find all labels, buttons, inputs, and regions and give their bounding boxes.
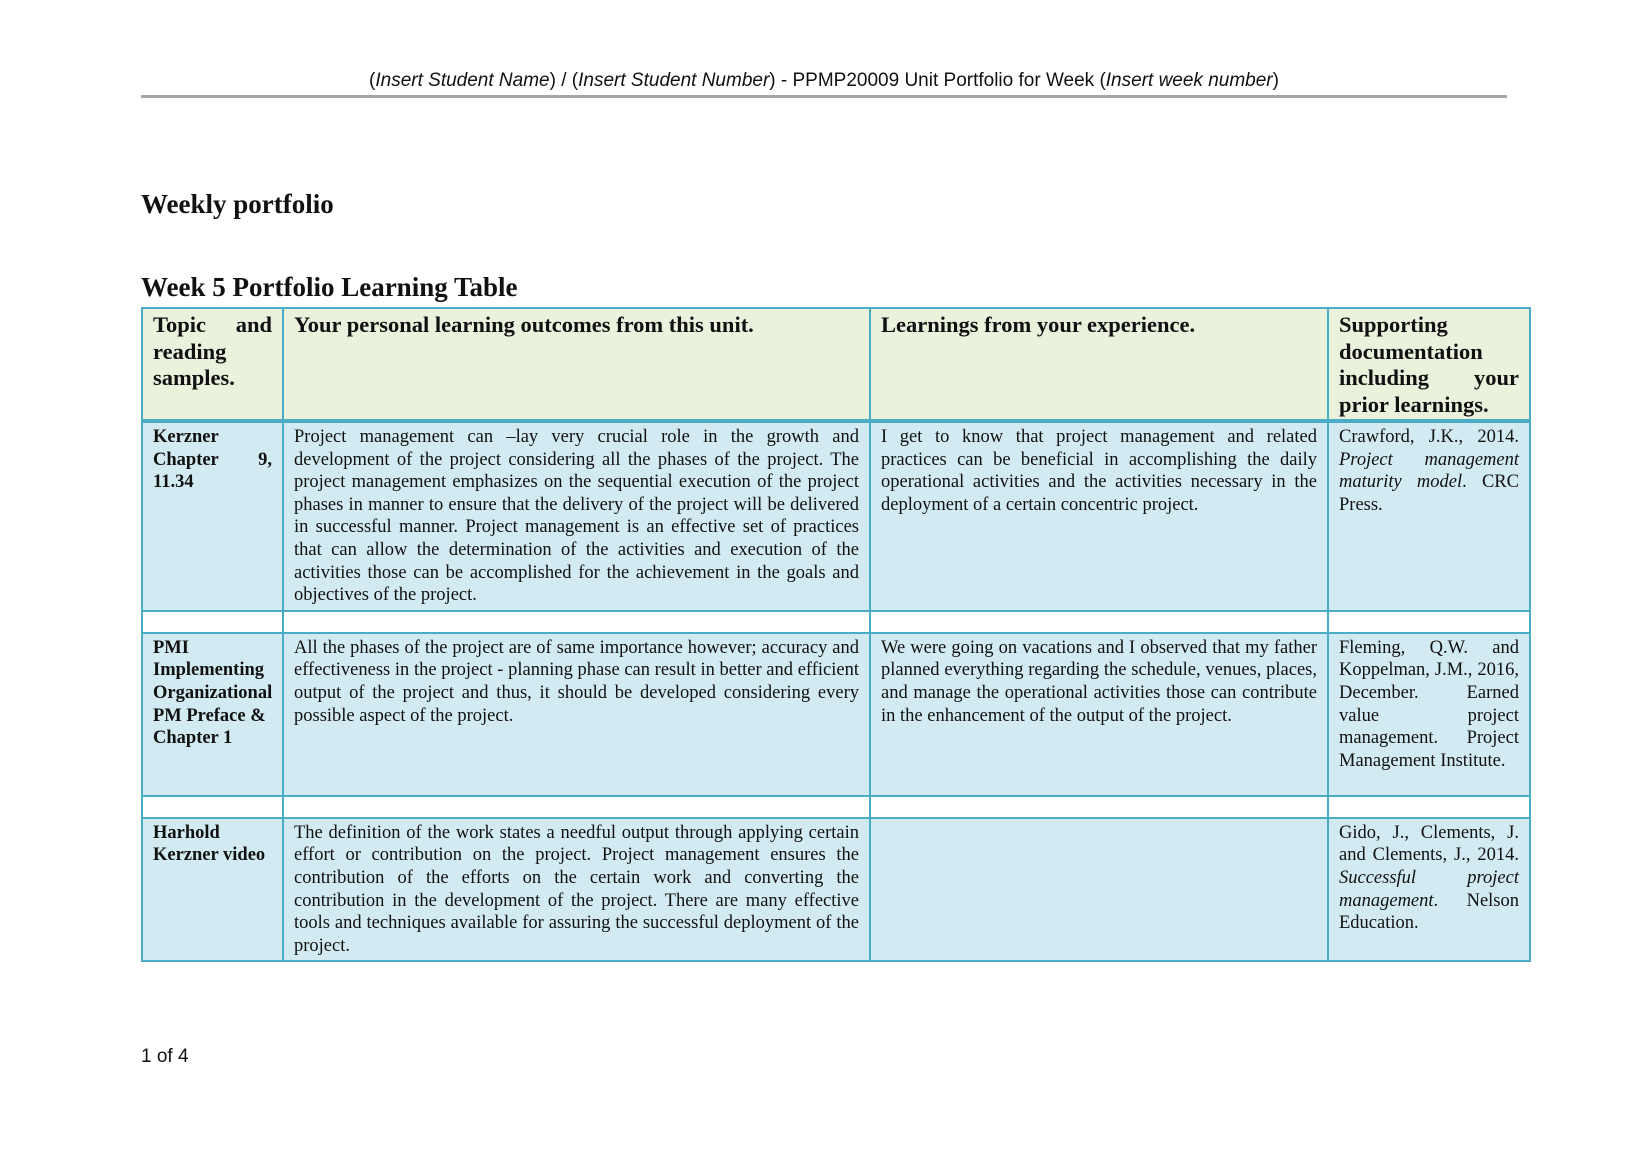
header-open: ( xyxy=(369,70,376,91)
header-close: ) xyxy=(1272,70,1279,91)
page-title: Weekly portfolio xyxy=(141,189,334,219)
spacer-cell xyxy=(870,796,1328,818)
spacer-cell xyxy=(283,611,870,633)
header-outcomes: Your personal learning outcomes from this unit. xyxy=(283,308,870,421)
reference-title: Successful project management xyxy=(1339,867,1519,911)
reference-cell xyxy=(1328,421,1530,611)
reference-text: Crawford, J.K., 2014. xyxy=(1339,427,1519,447)
page-header xyxy=(141,68,1507,94)
reference-text: Fleming, Q.W. and Koppelman, J.M., 2016, December. Earned value project management. Project Management Institute. xyxy=(1339,637,1519,771)
spacer-cell xyxy=(142,796,283,818)
outcomes-cell: The definition of the work states a needful output through applying certain effort or contribution on the project. Project management ensures the contribution of the efforts on the certain work and converting the contribution in the development of the project. There are many effective tools and techniques available for assuring the successful deployment of the project. xyxy=(283,818,870,962)
reference-title: Project management maturity model xyxy=(1339,449,1519,493)
experience-cell: I get to know that project management and related practices can be beneficial in accomplishing the daily operational activities and the activities necessary in the deployment of a certain concentric project. xyxy=(870,421,1328,611)
spacer-cell xyxy=(142,611,283,633)
learning-table xyxy=(141,307,1531,962)
table-header-row xyxy=(142,308,1530,421)
spacer-cell xyxy=(1328,611,1530,633)
table-row xyxy=(142,633,1530,796)
student-name-placeholder: Insert Student Name xyxy=(375,70,550,91)
experience-cell: We were going on vacations and I observed that my father planned everything regarding the schedule, venues, places, and manage the operational activities those can contribute in the enhancement of the output of the project. xyxy=(870,633,1328,796)
table-title: Week 5 Portfolio Learning Table xyxy=(141,272,518,302)
topic-cell: Harhold Kerzner video xyxy=(142,818,283,962)
header-divider xyxy=(141,95,1507,98)
reference-cell xyxy=(1328,818,1530,962)
table-row xyxy=(142,421,1530,611)
spacer-cell xyxy=(870,611,1328,633)
experience-cell xyxy=(870,818,1328,962)
reference-text: Gido, J., Clements, J. and Clements, J., 2014. xyxy=(1339,822,1519,866)
reference-cell xyxy=(1328,633,1530,796)
header-topic: Topic and reading samples. xyxy=(142,308,283,421)
topic-cell: Kerzner Chapter 9, 11.34 xyxy=(142,421,283,611)
reference-publisher: . CRC Press. xyxy=(1339,472,1519,515)
spacer-cell xyxy=(1328,796,1530,818)
header-unit-text: ) - PPMP20009 Unit Portfolio for Week ( xyxy=(769,70,1106,91)
outcomes-cell: Project management can –lay very crucial role in the growth and development of the project considering all the phases of the project. The project management emphasizes on the sequential execution of the project phases in manner to ensure that the delivery of the project will be delivered in successful manner. Project management is an effective set of practices that can allow the determination of the activities and execution of the activities those can be accomplished for the achievement in the goals and objectives of the project. xyxy=(283,421,870,611)
outcomes-cell: All the phases of the project are of same importance however; accuracy and effectiveness in the project - planning phase can result in better and efficient output of the project and thus, it should be developed considering every possible aspect of the project. xyxy=(283,633,870,796)
table-row xyxy=(142,818,1530,962)
header-experience: Learnings from your experience. xyxy=(870,308,1328,421)
page-number: 1 of 4 xyxy=(141,1046,189,1067)
header-separator: ) / ( xyxy=(549,70,579,91)
reference-publisher: . Nelson Education. xyxy=(1339,890,1519,934)
week-number-placeholder: Insert week number xyxy=(1105,70,1273,91)
spacer-row xyxy=(142,611,1530,633)
student-number-placeholder: Insert Student Number xyxy=(578,70,770,91)
topic-cell: PMI Implementing Organizational PM Preface & Chapter 1 xyxy=(142,633,283,796)
header-supporting-docs: Supporting documentation including your prior learnings. xyxy=(1328,308,1530,421)
spacer-cell xyxy=(283,796,870,818)
spacer-row xyxy=(142,796,1530,818)
